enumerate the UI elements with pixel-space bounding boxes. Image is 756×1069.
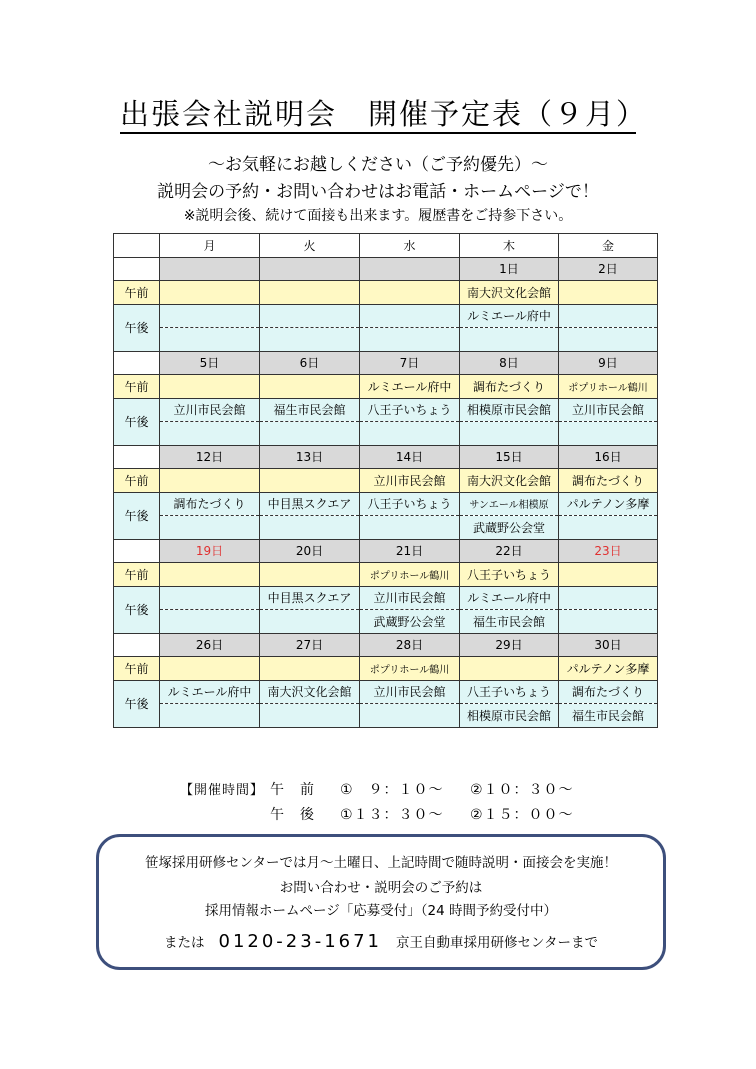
pm-venue-cell: ルミエール府中 xyxy=(460,304,559,328)
am-venue-cell: 八王子いちょう xyxy=(460,563,559,587)
weekday-header-row xyxy=(114,234,658,258)
pm-venue-cell xyxy=(260,328,360,352)
pm-row xyxy=(114,398,658,422)
pm-label: 午後 xyxy=(114,304,160,351)
pm-venue-cell xyxy=(559,304,658,328)
session-hours-pm xyxy=(180,804,574,824)
date-row-spacer xyxy=(114,445,160,469)
date-cell: 27日 xyxy=(260,633,360,657)
weekday-wed: 水 xyxy=(360,234,460,258)
date-row xyxy=(114,445,658,469)
page-title: 出張会社説明会 開催予定表（９月） xyxy=(120,92,636,134)
pm-venue-cell xyxy=(160,422,260,446)
am-label: 午前 xyxy=(114,375,160,399)
pm-venue-cell: 福生市民会館 xyxy=(559,704,658,728)
am-venue-cell xyxy=(260,563,360,587)
pm-venue-cell xyxy=(160,304,260,328)
date-row-spacer xyxy=(114,633,160,657)
date-cell: 22日 xyxy=(460,539,559,563)
date-cell: 15日 xyxy=(460,445,559,469)
info-line-3: 採用情報ホームページ「応募受付」（24 時間予約受付中） xyxy=(205,903,557,919)
pm-row-second xyxy=(114,328,658,352)
pm-venue-cell xyxy=(559,328,658,352)
am-venue-cell: ポプリホール鶴川 xyxy=(360,657,460,681)
date-row xyxy=(114,257,658,281)
subtitle-note: ※説明会後、続けて面接も出来ます。履歴書をご持参下さい。 xyxy=(183,208,573,224)
pm-venue-cell: 武蔵野公会堂 xyxy=(460,516,559,540)
am-venue-cell: ルミエール府中 xyxy=(360,375,460,399)
info-line-1: 笹塚採用研修センターでは月～土曜日、上記時間で随時説明・面接会を実施！ xyxy=(145,855,617,871)
am-venue-cell: パルテノン多摩 xyxy=(559,657,658,681)
date-row xyxy=(114,539,658,563)
pm-venue-cell: 八王子いちょう xyxy=(360,398,460,422)
am-venue-cell xyxy=(260,657,360,681)
pm-session-1: ①１３：３０～ xyxy=(340,807,444,823)
pm-venue-cell: 立川市民会館 xyxy=(360,680,460,704)
am-venue-cell: 調布たづくり xyxy=(460,375,559,399)
am-venue-cell xyxy=(559,563,658,587)
pm-venue-cell xyxy=(559,516,658,540)
pm-venue-cell: 調布たづくり xyxy=(559,680,658,704)
am-label: 午 前 xyxy=(270,782,315,798)
am-venue-cell xyxy=(160,375,260,399)
am-venue-cell: 調布たづくり xyxy=(559,469,658,493)
am-row xyxy=(114,563,658,587)
pm-row-second xyxy=(114,422,658,446)
date-cell xyxy=(260,257,360,281)
pm-venue-cell: 立川市民会館 xyxy=(160,398,260,422)
am-venue-cell xyxy=(260,375,360,399)
pm-venue-cell xyxy=(260,304,360,328)
pm-venue-cell: パルテノン多摩 xyxy=(559,492,658,516)
am-label: 午前 xyxy=(114,281,160,305)
am-venue-cell xyxy=(559,281,658,305)
date-cell: 26日 xyxy=(160,633,260,657)
am-venue-cell: ポプリホール鶴川 xyxy=(360,563,460,587)
am-venue-cell xyxy=(260,281,360,305)
am-venue-cell xyxy=(260,469,360,493)
date-cell: 29日 xyxy=(460,633,559,657)
pm-venue-cell xyxy=(260,610,360,634)
pm-row-second xyxy=(114,610,658,634)
pm-venue-cell xyxy=(160,328,260,352)
date-cell: 23日 xyxy=(559,539,658,563)
pm-venue-cell xyxy=(559,422,658,446)
weekday-tue: 火 xyxy=(260,234,360,258)
date-cell: 13日 xyxy=(260,445,360,469)
info-line-4 xyxy=(99,931,663,952)
date-cell: 21日 xyxy=(360,539,460,563)
pm-venue-cell: 八王子いちょう xyxy=(360,492,460,516)
pm-venue-cell: ルミエール府中 xyxy=(460,586,559,610)
pm-venue-cell xyxy=(260,422,360,446)
am-label: 午前 xyxy=(114,469,160,493)
pm-venue-cell: 武蔵野公会堂 xyxy=(360,610,460,634)
date-cell xyxy=(160,257,260,281)
info-or-label: または xyxy=(164,935,205,951)
schedule-table xyxy=(113,233,658,728)
pm-row-second xyxy=(114,704,658,728)
date-row-spacer xyxy=(114,351,160,375)
hours-label: 【開催時間】 xyxy=(180,783,265,798)
pm-venue-cell: 立川市民会館 xyxy=(360,586,460,610)
pm-label: 午 後 xyxy=(270,807,315,823)
date-cell: 12日 xyxy=(160,445,260,469)
pm-label: 午後 xyxy=(114,492,160,539)
pm-label: 午後 xyxy=(114,398,160,445)
am-venue-cell xyxy=(160,563,260,587)
pm-venue-cell: 八王子いちょう xyxy=(460,680,559,704)
am-venue-cell xyxy=(160,469,260,493)
info-box xyxy=(96,834,666,970)
phone-number[interactable]: 0120-23-1671 xyxy=(218,931,383,952)
pm-row xyxy=(114,586,658,610)
pm-venue-cell: 南大沢文化会館 xyxy=(260,680,360,704)
pm-venue-cell xyxy=(460,422,559,446)
date-cell: 28日 xyxy=(360,633,460,657)
weekday-mon: 月 xyxy=(160,234,260,258)
am-venue-cell: ポプリホール鶴川 xyxy=(559,375,658,399)
pm-venue-cell xyxy=(260,516,360,540)
pm-venue-cell xyxy=(160,704,260,728)
date-cell: 2日 xyxy=(559,257,658,281)
date-cell: 14日 xyxy=(360,445,460,469)
pm-venue-cell xyxy=(360,304,460,328)
am-row xyxy=(114,375,658,399)
subtitle-invitation: ～お気軽にお越しください（ご予約優先）～ xyxy=(208,155,548,175)
date-cell: 7日 xyxy=(360,351,460,375)
pm-venue-cell xyxy=(260,704,360,728)
pm-session-2: ②１５：００～ xyxy=(470,807,574,823)
session-hours-am xyxy=(180,779,574,799)
am-venue-cell xyxy=(460,657,559,681)
date-cell: 30日 xyxy=(559,633,658,657)
pm-row xyxy=(114,680,658,704)
am-row xyxy=(114,657,658,681)
pm-venue-cell: 中目黒スクエア xyxy=(260,586,360,610)
date-cell: 6日 xyxy=(260,351,360,375)
corner-cell xyxy=(114,234,160,258)
pm-row xyxy=(114,492,658,516)
pm-venue-cell xyxy=(360,328,460,352)
date-cell: 5日 xyxy=(160,351,260,375)
subtitle-contact: 説明会の予約・お問い合わせはお電話・ホームページで！ xyxy=(157,182,599,202)
am-session-1: ① ９：１０～ xyxy=(340,782,444,798)
pm-row-second xyxy=(114,516,658,540)
pm-row xyxy=(114,304,658,328)
pm-venue-cell: 立川市民会館 xyxy=(559,398,658,422)
am-venue-cell: 立川市民会館 xyxy=(360,469,460,493)
pm-venue-cell: サンエール相模原 xyxy=(460,492,559,516)
date-cell: 8日 xyxy=(460,351,559,375)
pm-venue-cell: 中目黒スクエア xyxy=(260,492,360,516)
am-label: 午前 xyxy=(114,657,160,681)
date-cell: 1日 xyxy=(460,257,559,281)
pm-venue-cell xyxy=(360,704,460,728)
weekday-thu: 木 xyxy=(460,234,559,258)
pm-venue-cell: 相模原市民会館 xyxy=(460,398,559,422)
pm-venue-cell xyxy=(360,422,460,446)
pm-venue-cell xyxy=(160,516,260,540)
pm-venue-cell xyxy=(559,610,658,634)
am-venue-cell: 南大沢文化会館 xyxy=(460,469,559,493)
pm-venue-cell xyxy=(160,610,260,634)
pm-venue-cell: 福生市民会館 xyxy=(460,610,559,634)
pm-venue-cell xyxy=(559,586,658,610)
am-row xyxy=(114,469,658,493)
am-venue-cell: 南大沢文化会館 xyxy=(460,281,559,305)
date-cell: 20日 xyxy=(260,539,360,563)
pm-venue-cell: ルミエール府中 xyxy=(160,680,260,704)
pm-venue-cell xyxy=(360,516,460,540)
date-cell: 16日 xyxy=(559,445,658,469)
pm-venue-cell xyxy=(160,586,260,610)
date-row-spacer xyxy=(114,539,160,563)
am-venue-cell xyxy=(160,281,260,305)
am-session-2: ②１０：３０～ xyxy=(470,782,574,798)
am-venue-cell xyxy=(160,657,260,681)
am-row xyxy=(114,281,658,305)
pm-venue-cell: 相模原市民会館 xyxy=(460,704,559,728)
date-row xyxy=(114,633,658,657)
info-contact-center: 京王自動車採用研修センターまで xyxy=(396,935,598,951)
pm-label: 午後 xyxy=(114,586,160,633)
pm-venue-cell: 福生市民会館 xyxy=(260,398,360,422)
pm-venue-cell: 調布たづくり xyxy=(160,492,260,516)
am-venue-cell xyxy=(360,281,460,305)
date-cell xyxy=(360,257,460,281)
pm-label: 午後 xyxy=(114,680,160,727)
info-line-2: お問い合わせ・説明会のご予約は xyxy=(279,880,483,896)
am-label: 午前 xyxy=(114,563,160,587)
date-cell: 19日 xyxy=(160,539,260,563)
date-row-spacer xyxy=(114,257,160,281)
pm-venue-cell xyxy=(460,328,559,352)
date-row xyxy=(114,351,658,375)
date-cell: 9日 xyxy=(559,351,658,375)
weekday-fri: 金 xyxy=(559,234,658,258)
